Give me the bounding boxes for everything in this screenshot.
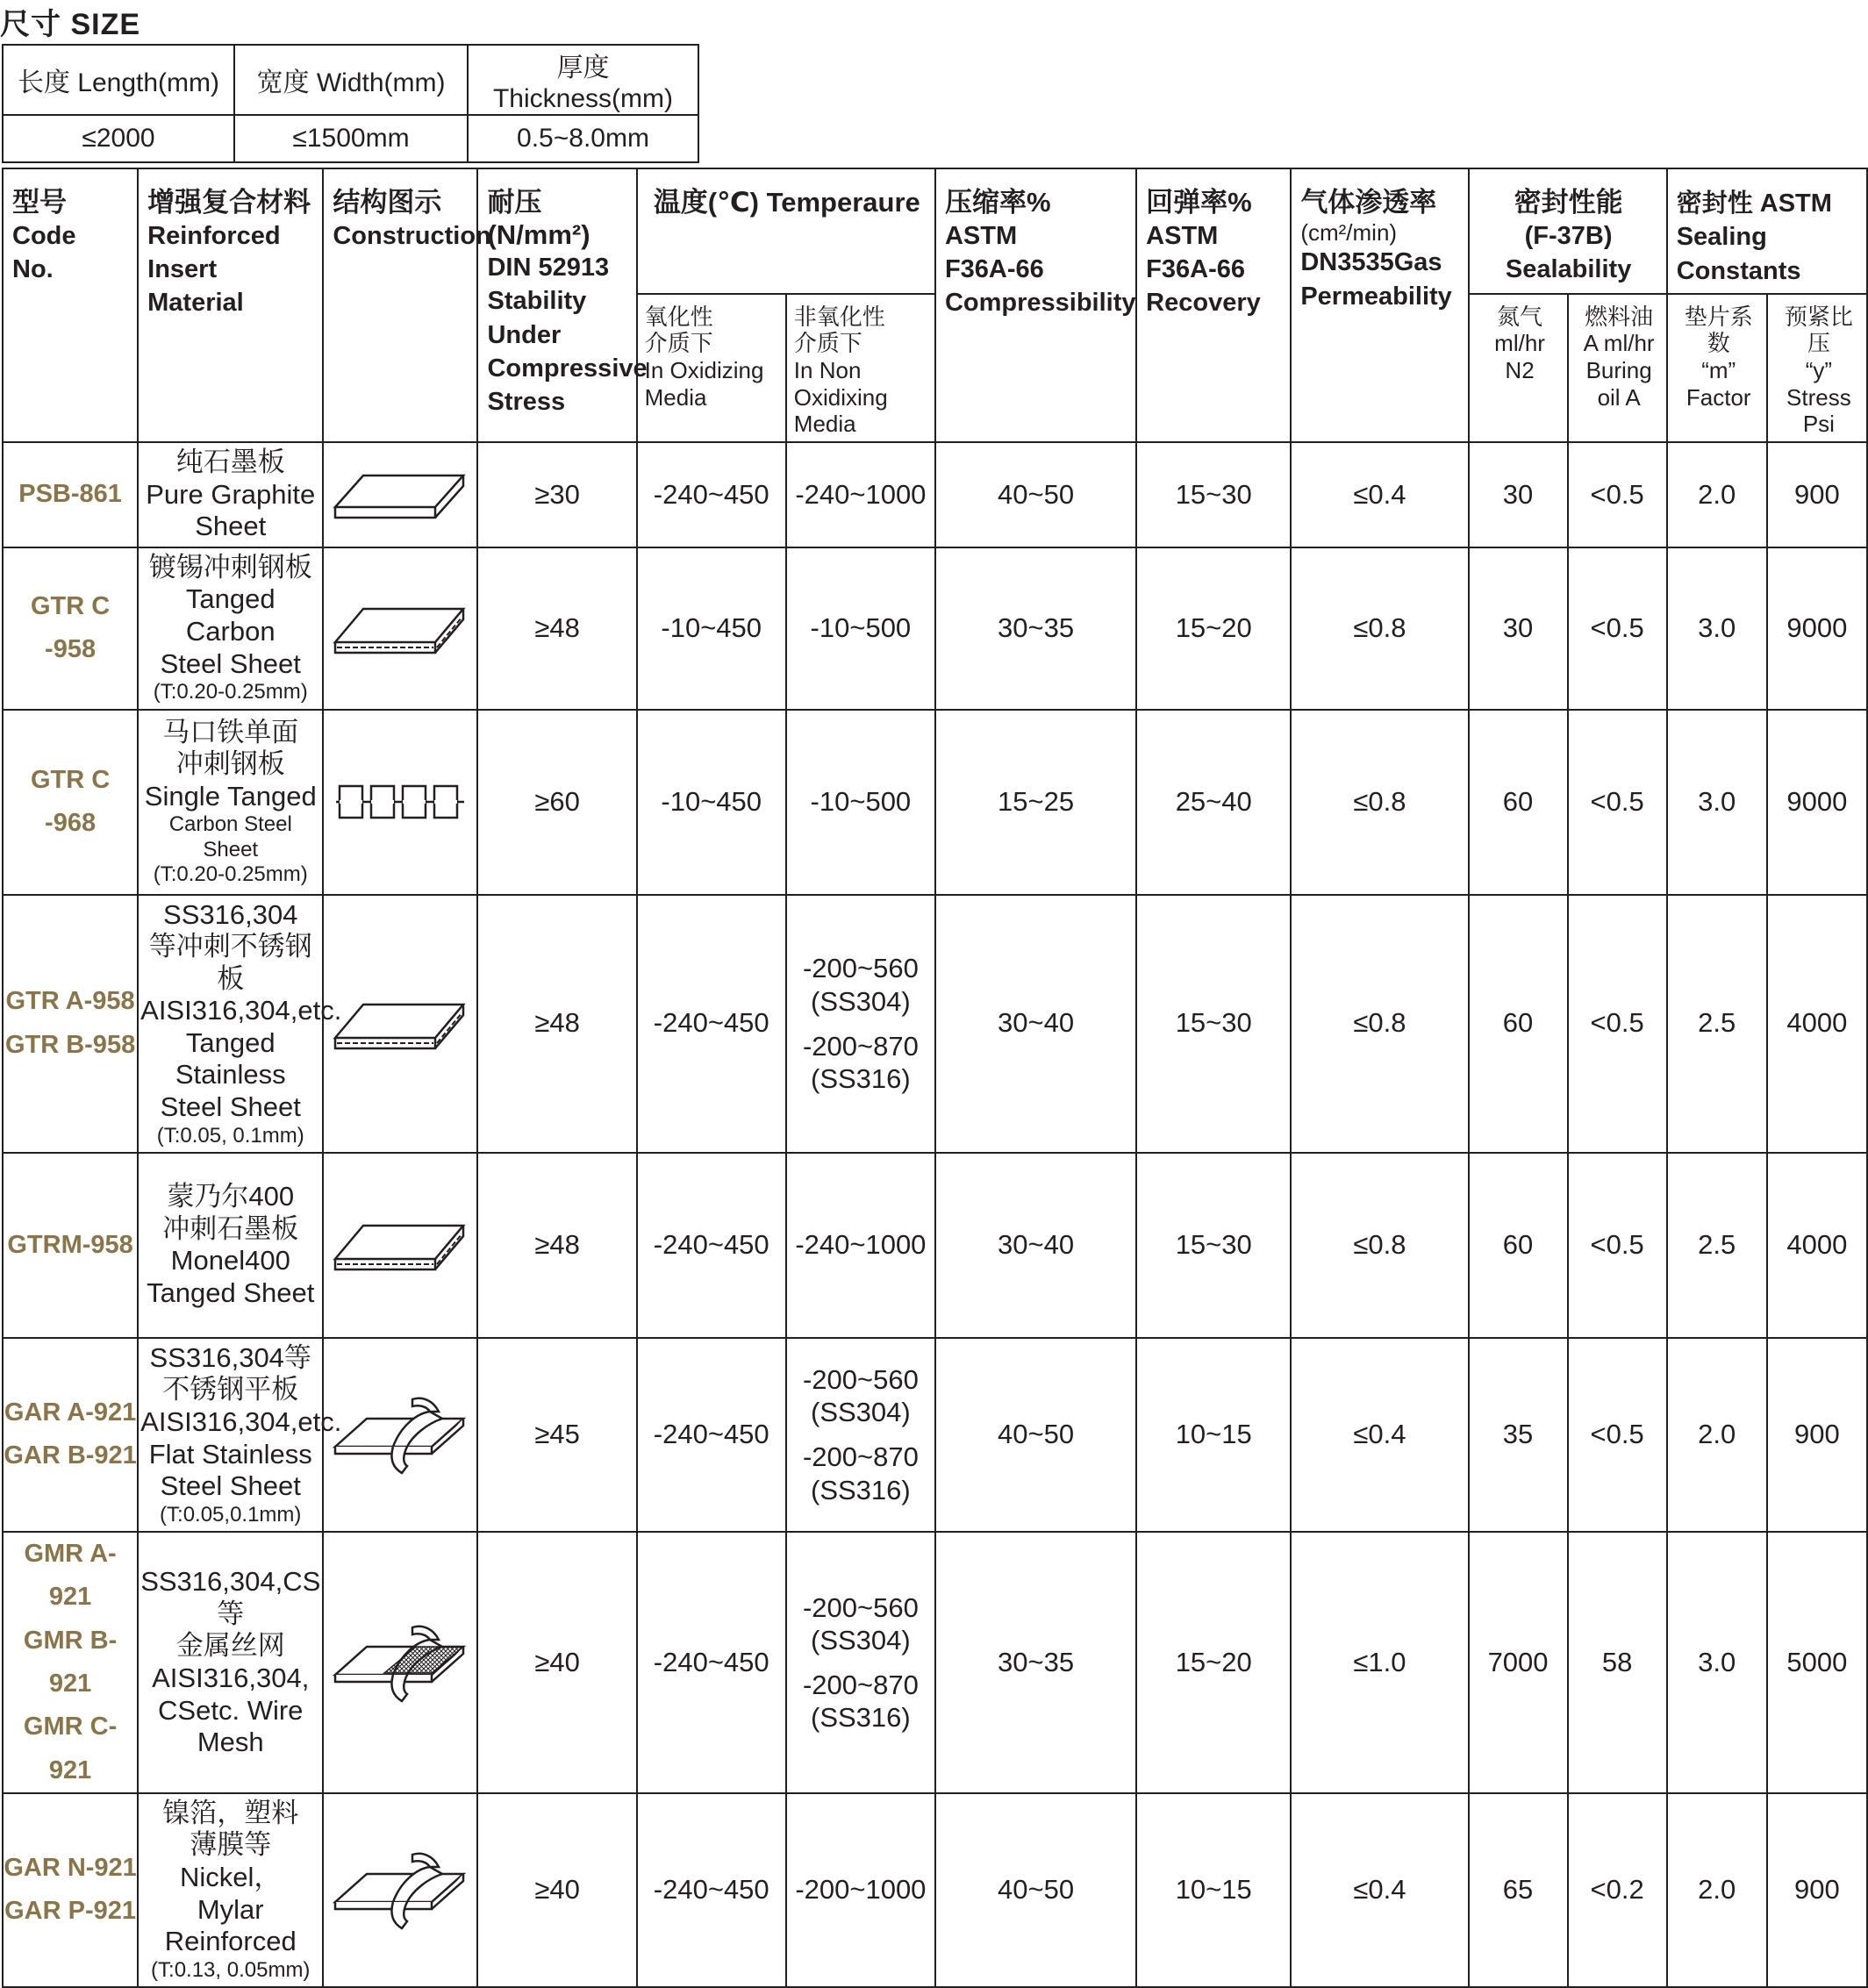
spec-body xyxy=(3,442,1867,1987)
plain-sheet-icon xyxy=(324,463,476,526)
header-sealing-constants: 密封性 ASTM Sealing Constants xyxy=(1667,168,1867,294)
length-value: ≤2000 xyxy=(3,115,234,162)
non-oxidizing-value: -10~500 xyxy=(810,785,912,817)
material-line: 薄膜等 xyxy=(190,1829,272,1861)
construction-cell xyxy=(323,1153,477,1338)
oxidizing-value: -240~450 xyxy=(637,1338,786,1532)
permeability-value: ≤1.0 xyxy=(1291,1532,1468,1793)
n2-value: 60 xyxy=(1469,710,1568,895)
spec-table xyxy=(2,168,1868,1988)
code-cell xyxy=(3,710,138,895)
compressibility-value: 30~35 xyxy=(935,1532,1136,1793)
table-row xyxy=(3,442,1867,547)
stress-value: ≥60 xyxy=(477,710,636,895)
fuel-oil-value: <0.2 xyxy=(1568,1793,1667,1987)
material-line: AISI316,304,etc. xyxy=(140,995,342,1026)
material-line: (T:0.13, 0.05mm) xyxy=(151,1957,311,1982)
non-oxidizing-cell xyxy=(786,1153,935,1338)
n2-value: 30 xyxy=(1469,547,1568,710)
table-row xyxy=(3,547,1867,710)
length-header: 长度 Length(mm) xyxy=(3,45,234,115)
permeability-value: ≤0.4 xyxy=(1291,442,1468,547)
header-non-oxidizing: 非氧化性 介质下 In Non Oxidixing Media xyxy=(786,294,935,442)
material-line: Monel400 xyxy=(170,1245,290,1276)
non-oxidizing-value: -200~870 xyxy=(802,1669,919,1700)
permeability-value: ≤0.4 xyxy=(1291,1338,1468,1532)
header-material: 增强复合材料 Reinforced Insert Material xyxy=(138,168,323,442)
n2-value: 60 xyxy=(1469,895,1568,1153)
oxidizing-value: -240~450 xyxy=(637,442,786,547)
material-line: AISI316,304,etc. xyxy=(140,1406,342,1438)
code-cell xyxy=(3,442,138,547)
compressibility-value: 30~40 xyxy=(935,1153,1136,1338)
oxidizing-value: -240~450 xyxy=(637,895,786,1153)
recovery-value: 15~30 xyxy=(1136,442,1291,547)
material-cell xyxy=(138,547,323,710)
non-oxidizing-cell xyxy=(786,1793,935,1987)
material-line: 镀锡冲刺钢板 xyxy=(148,551,312,583)
stress-value: ≥40 xyxy=(477,1532,636,1793)
table-row xyxy=(3,895,1867,1153)
stress-value: ≥45 xyxy=(477,1338,636,1532)
compressibility-value: 40~50 xyxy=(935,1793,1136,1987)
recovery-value: 25~40 xyxy=(1136,710,1291,895)
non-oxidizing-value: -200~560 xyxy=(802,1364,919,1396)
spec-header xyxy=(3,168,1867,442)
oxidizing-value: -240~450 xyxy=(637,1532,786,1793)
m-factor-value: 2.5 xyxy=(1667,1153,1767,1338)
table-row xyxy=(3,1338,1867,1532)
fuel-oil-value: <0.5 xyxy=(1568,1338,1667,1532)
width-header: 宽度 Width(mm) xyxy=(234,45,468,115)
permeability-value: ≤0.8 xyxy=(1291,1153,1468,1338)
material-line: 蒙乃尔400 xyxy=(167,1181,295,1212)
material-line: Tanged Carbon xyxy=(185,583,276,647)
material-line: Carbon Steel Sheet xyxy=(168,812,292,862)
table-row xyxy=(3,1793,1867,1987)
thickness-header: 厚度 Thickness(mm) xyxy=(468,45,698,115)
compressibility-value: 40~50 xyxy=(935,1338,1136,1532)
header-n2: 氮气 ml/hr N2 xyxy=(1469,294,1568,442)
recovery-value: 10~15 xyxy=(1136,1793,1291,1987)
material-line: Tanged Sheet xyxy=(147,1276,315,1308)
compressibility-value: 15~25 xyxy=(935,710,1136,895)
header-fuel-oil: 燃料油 A ml/hr Buring oil A xyxy=(1568,294,1667,442)
non-oxidizing-grade: (SS316) xyxy=(811,1702,911,1734)
product-code: GAR B-921 xyxy=(4,1441,137,1470)
n2-value: 7000 xyxy=(1469,1532,1568,1793)
recovery-value: 15~20 xyxy=(1136,1532,1291,1793)
stress-value: ≥48 xyxy=(477,895,636,1153)
y-stress-value: 4000 xyxy=(1767,895,1867,1153)
m-factor-value: 3.0 xyxy=(1667,547,1767,710)
header-recovery: 回弹率% ASTM F36A-66 Recovery xyxy=(1136,168,1291,442)
stress-value: ≥48 xyxy=(477,547,636,710)
construction-cell xyxy=(323,1338,477,1532)
material-line: (T:0.05,0.1mm) xyxy=(160,1502,302,1527)
recovery-value: 15~30 xyxy=(1136,895,1291,1153)
product-code: GTR C -958 xyxy=(30,591,111,664)
construction-cell xyxy=(323,442,477,547)
y-stress-value: 4000 xyxy=(1767,1153,1867,1338)
oxidizing-value: -10~450 xyxy=(637,547,786,710)
y-stress-value: 9000 xyxy=(1767,710,1867,895)
material-line: Flat Stainless xyxy=(148,1438,312,1470)
non-oxidizing-grade: (SS316) xyxy=(811,1062,911,1094)
non-oxidizing-value: -200~560 xyxy=(802,1591,919,1623)
material-line: (T:0.20-0.25mm) xyxy=(153,862,308,887)
product-code: GTR C -968 xyxy=(30,765,111,838)
material-line: Pure Graphite xyxy=(146,478,316,510)
non-oxidizing-cell xyxy=(786,895,935,1153)
n2-value: 60 xyxy=(1469,1153,1568,1338)
header-y-stress: 预紧比压 “y” Stress Psi xyxy=(1767,294,1867,442)
code-cell xyxy=(3,1532,138,1793)
non-oxidizing-value: -200~870 xyxy=(802,1030,919,1062)
construction-cell xyxy=(323,895,477,1153)
material-line: Tanged Stainless xyxy=(175,1026,286,1091)
y-stress-value: 5000 xyxy=(1767,1532,1867,1793)
material-cell xyxy=(138,710,323,895)
wire-mesh-sheet-icon xyxy=(324,1620,476,1705)
material-line: (T:0.20-0.25mm) xyxy=(153,680,308,704)
non-oxidizing-grade: (SS316) xyxy=(811,1474,911,1505)
tanged-sheet-icon xyxy=(324,1210,476,1280)
header-m-factor: 垫片系数 “m” Factor xyxy=(1667,294,1767,442)
product-code: GMR C-921 xyxy=(23,1713,118,1784)
construction-cell xyxy=(323,1532,477,1793)
compressibility-value: 30~40 xyxy=(935,895,1136,1153)
product-code: GMR A-921 xyxy=(24,1540,117,1612)
material-line: Sheet xyxy=(195,511,267,542)
m-factor-value: 2.5 xyxy=(1667,895,1767,1153)
stress-value: ≥30 xyxy=(477,442,636,547)
construction-cell xyxy=(323,547,477,710)
size-section-title: 尺寸 SIZE xyxy=(0,8,141,41)
table-row xyxy=(3,1153,1867,1338)
oxidizing-value: -240~450 xyxy=(637,1153,786,1338)
stress-value: ≥48 xyxy=(477,1153,636,1338)
n2-value: 35 xyxy=(1469,1338,1568,1532)
non-oxidizing-value: -240~1000 xyxy=(795,1229,927,1261)
material-line: SS316,304,CS等 xyxy=(140,1566,321,1629)
material-line: 镍箔，塑料 xyxy=(162,1797,299,1828)
material-cell xyxy=(138,1793,323,1987)
oxidizing-value: -240~450 xyxy=(637,1793,786,1987)
product-code: PSB-861 xyxy=(18,480,122,509)
construction-cell xyxy=(323,710,477,895)
permeability-value: ≤0.8 xyxy=(1291,547,1468,710)
product-code: GTR A-958 xyxy=(5,987,135,1016)
table-row xyxy=(3,1532,1867,1793)
material-line: 马口铁单面 xyxy=(162,716,299,747)
material-cell xyxy=(138,1532,323,1793)
header-construction: 结构图示 Construction xyxy=(323,168,477,442)
non-oxidizing-grade: (SS304) xyxy=(811,1397,911,1428)
material-line: SS316,304 xyxy=(163,898,298,930)
m-factor-value: 3.0 xyxy=(1667,710,1767,895)
fuel-oil-value: <0.5 xyxy=(1568,442,1667,547)
size-value-row xyxy=(3,115,698,162)
product-code: GTR B-958 xyxy=(4,1030,136,1059)
product-code: GAR A-921 xyxy=(4,1398,137,1427)
table-row xyxy=(3,710,1867,895)
y-stress-value: 900 xyxy=(1767,1793,1867,1987)
material-line: Steel Sheet xyxy=(160,647,301,679)
permeability-value: ≤0.4 xyxy=(1291,1793,1468,1987)
material-cell xyxy=(138,1338,342,1532)
y-stress-value: 900 xyxy=(1767,442,1867,547)
fuel-oil-value: 58 xyxy=(1568,1532,1667,1793)
non-oxidizing-value: -200~1000 xyxy=(795,1874,927,1906)
non-oxidizing-cell xyxy=(786,547,935,710)
fuel-oil-value: <0.5 xyxy=(1568,547,1667,710)
fuel-oil-value: <0.5 xyxy=(1568,895,1667,1153)
header-permeability: 气体渗透率 (cm²/min) DN3535Gas Permeability xyxy=(1291,168,1468,442)
header-temperature: 温度(℃) Temperaure xyxy=(637,168,935,294)
non-oxidizing-grade: (SS304) xyxy=(811,985,911,1017)
recovery-value: 10~15 xyxy=(1136,1338,1291,1532)
non-oxidizing-value: -10~500 xyxy=(810,611,912,643)
non-oxidizing-value: -240~1000 xyxy=(795,478,927,510)
material-line: SS316,304等 xyxy=(149,1341,311,1373)
material-line: 等冲刺不锈钢板 xyxy=(148,931,312,994)
permeability-value: ≤0.8 xyxy=(1291,710,1468,895)
material-line: Nickel， xyxy=(180,1862,282,1893)
recovery-value: 15~20 xyxy=(1136,547,1291,710)
product-code: GTRM-958 xyxy=(7,1230,133,1259)
header-compressibility: 压缩率% ASTM F36A-66 Compressibility xyxy=(935,168,1136,442)
thickness-value: 0.5~8.0mm xyxy=(468,115,698,162)
header-sealability: 密封性能 (F-37B) Sealability xyxy=(1469,168,1667,294)
n2-value: 65 xyxy=(1469,1793,1568,1987)
n2-value: 30 xyxy=(1469,442,1568,547)
y-stress-value: 900 xyxy=(1767,1338,1867,1532)
non-oxidizing-cell xyxy=(786,1532,935,1793)
non-oxidizing-cell xyxy=(786,442,935,547)
material-line: Mylar Reinforced xyxy=(164,1893,297,1957)
material-line: (T:0.05, 0.1mm) xyxy=(156,1123,304,1148)
m-factor-value: 2.0 xyxy=(1667,1338,1767,1532)
y-stress-value: 9000 xyxy=(1767,547,1867,710)
non-oxidizing-value: -200~870 xyxy=(802,1441,919,1473)
material-line: AISI316,304, xyxy=(152,1662,310,1693)
material-line: 不锈钢平板 xyxy=(162,1374,299,1405)
non-oxidizing-value: -200~560 xyxy=(802,953,919,984)
tanged-sheet-icon xyxy=(324,989,476,1059)
material-cell xyxy=(138,442,323,547)
code-cell xyxy=(3,1793,138,1987)
material-line: CSetc. Wire Mesh xyxy=(158,1694,304,1758)
header-oxidizing: 氧化性 介质下 In Oxidizing Media xyxy=(637,294,786,442)
fuel-oil-value: <0.5 xyxy=(1568,710,1667,895)
size-header-row xyxy=(3,45,698,115)
code-cell xyxy=(3,1338,138,1532)
fuel-oil-value: <0.5 xyxy=(1568,1153,1667,1338)
non-oxidizing-cell xyxy=(786,710,935,895)
code-cell xyxy=(3,1153,138,1338)
width-value: ≤1500mm xyxy=(234,115,468,162)
stress-value: ≥40 xyxy=(477,1793,636,1987)
compressibility-value: 30~35 xyxy=(935,547,1136,710)
compressibility-value: 40~50 xyxy=(935,442,1136,547)
size-table xyxy=(2,44,699,163)
product-code: GMR B-921 xyxy=(23,1626,118,1698)
oxidizing-value: -10~450 xyxy=(637,710,786,895)
non-oxidizing-cell xyxy=(786,1338,935,1532)
header-stress: 耐压(N/mm²) DIN 52913 Stability Under Compressive Stress xyxy=(477,168,636,442)
material-line: Steel Sheet xyxy=(160,1091,301,1122)
material-cell xyxy=(138,895,342,1153)
non-oxidizing-grade: (SS304) xyxy=(811,1624,911,1655)
product-code: GAR P-921 xyxy=(4,1897,137,1926)
recovery-value: 15~30 xyxy=(1136,1153,1291,1338)
product-code: GAR N-921 xyxy=(4,1854,137,1883)
material-line: Steel Sheet xyxy=(160,1470,301,1502)
laminated-sheet-icon xyxy=(324,1848,476,1932)
code-cell xyxy=(3,547,138,710)
material-line: 冲刺钢板 xyxy=(175,748,285,780)
single-tanged-icon xyxy=(324,779,476,825)
spec-header-row-1 xyxy=(3,168,1867,294)
m-factor-value: 3.0 xyxy=(1667,1532,1767,1793)
material-cell xyxy=(138,1153,323,1338)
permeability-value: ≤0.8 xyxy=(1291,895,1468,1153)
m-factor-value: 2.0 xyxy=(1667,1793,1767,1987)
material-line: 冲刺石墨板 xyxy=(162,1212,299,1244)
tanged-sheet-icon xyxy=(324,593,476,663)
material-line: 金属丝网 xyxy=(175,1630,285,1662)
m-factor-value: 2.0 xyxy=(1667,442,1767,547)
material-line: Single Tanged xyxy=(144,780,317,812)
header-code: 型号 Code No. xyxy=(3,168,138,442)
construction-cell xyxy=(323,1793,477,1987)
laminated-sheet-icon xyxy=(324,1392,476,1477)
code-cell xyxy=(3,895,138,1153)
material-line: 纯石墨板 xyxy=(175,447,285,478)
